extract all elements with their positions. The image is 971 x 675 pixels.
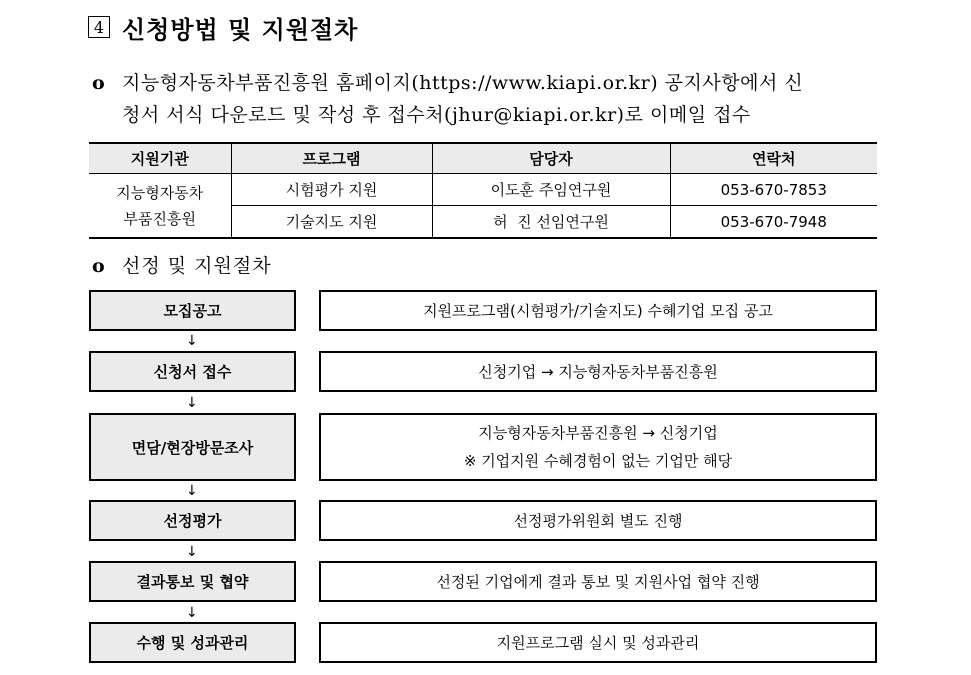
step-description-line: 신청기업 → 지능형자동차부품진흥원 <box>478 362 718 381</box>
header-organization: 지원기관 <box>89 143 231 174</box>
manager-cell: 이도훈 주임연구원 <box>432 174 670 206</box>
step-description-line: 지원프로그램(시험평가/기술지도) 수혜기업 모집 공고 <box>423 301 773 320</box>
contact-table <box>89 142 877 239</box>
section-number-box: 4 <box>88 16 110 38</box>
step-description-line: 지원프로그램 실시 및 성과관리 <box>496 633 700 652</box>
table-row <box>89 174 877 206</box>
program-cell: 기술지도 지원 <box>231 206 432 239</box>
header-contact: 연락처 <box>670 143 877 174</box>
bullet-marker: o <box>92 255 105 277</box>
arrow-down-icon: ↓ <box>186 483 198 499</box>
organization-line-2: 부품진흥원 <box>123 209 196 228</box>
step-box-application: 신청서 접수 <box>89 351 296 392</box>
step-description-line: 선정된 기업에게 결과 통보 및 지원사업 협약 진행 <box>436 572 760 591</box>
arrow-down-icon: ↓ <box>186 395 198 411</box>
application-method-paragraph <box>92 67 892 131</box>
step-description-recruitment <box>319 290 877 331</box>
phone-cell: 053-670-7948 <box>670 206 877 239</box>
table-header-row <box>89 143 877 174</box>
procedure-label: 선정 및 지원절차 <box>122 255 272 277</box>
arrow-down-icon: ↓ <box>186 333 198 349</box>
program-cell: 시험평가 지원 <box>231 174 432 206</box>
step-description-performance <box>319 622 877 663</box>
step-description-note: ※ 기업지원 수혜경험이 없는 기업만 해당 <box>463 452 733 470</box>
paragraph-line-1: 지능형자동차부품진흥원 홈페이지(https://www.kiapi.or.kr) 공지사항에서 신 <box>122 72 804 94</box>
section-title: 신청방법 및 지원절차 <box>122 15 359 44</box>
section-heading <box>88 10 358 44</box>
organization-line-1: 지능형자동차 <box>116 183 204 202</box>
manager-cell: 허 진 선임연구원 <box>432 206 670 239</box>
header-program: 프로그램 <box>231 143 432 174</box>
step-box-interview: 면담/현장방문조사 <box>89 413 296 481</box>
step-box-recruitment: 모집공고 <box>89 290 296 331</box>
bullet-marker: o <box>92 72 106 94</box>
step-description-line: 선정평가위원회 별도 진행 <box>513 511 683 530</box>
step-description-evaluation <box>319 500 877 541</box>
step-description-line: 지능형자동차부품진흥원 → 신청기업 <box>478 424 718 442</box>
phone-cell: 053-670-7853 <box>670 174 877 206</box>
step-description-application <box>319 351 877 392</box>
step-description-interview <box>319 413 877 481</box>
header-manager: 담당자 <box>432 143 670 174</box>
step-box-performance: 수행 및 성과관리 <box>89 622 296 663</box>
paragraph-line-2: 청서 서식 다운로드 및 작성 후 접수처(jhur@kiapi.or.kr)로 이메일 접수 <box>122 104 751 126</box>
arrow-down-icon: ↓ <box>186 605 198 621</box>
arrow-down-icon: ↓ <box>186 544 198 560</box>
organization-cell <box>89 174 231 239</box>
procedure-bullet <box>92 250 272 282</box>
step-description-agreement <box>319 561 877 602</box>
step-box-agreement: 결과통보 및 협약 <box>89 561 296 602</box>
step-box-evaluation: 선정평가 <box>89 500 296 541</box>
